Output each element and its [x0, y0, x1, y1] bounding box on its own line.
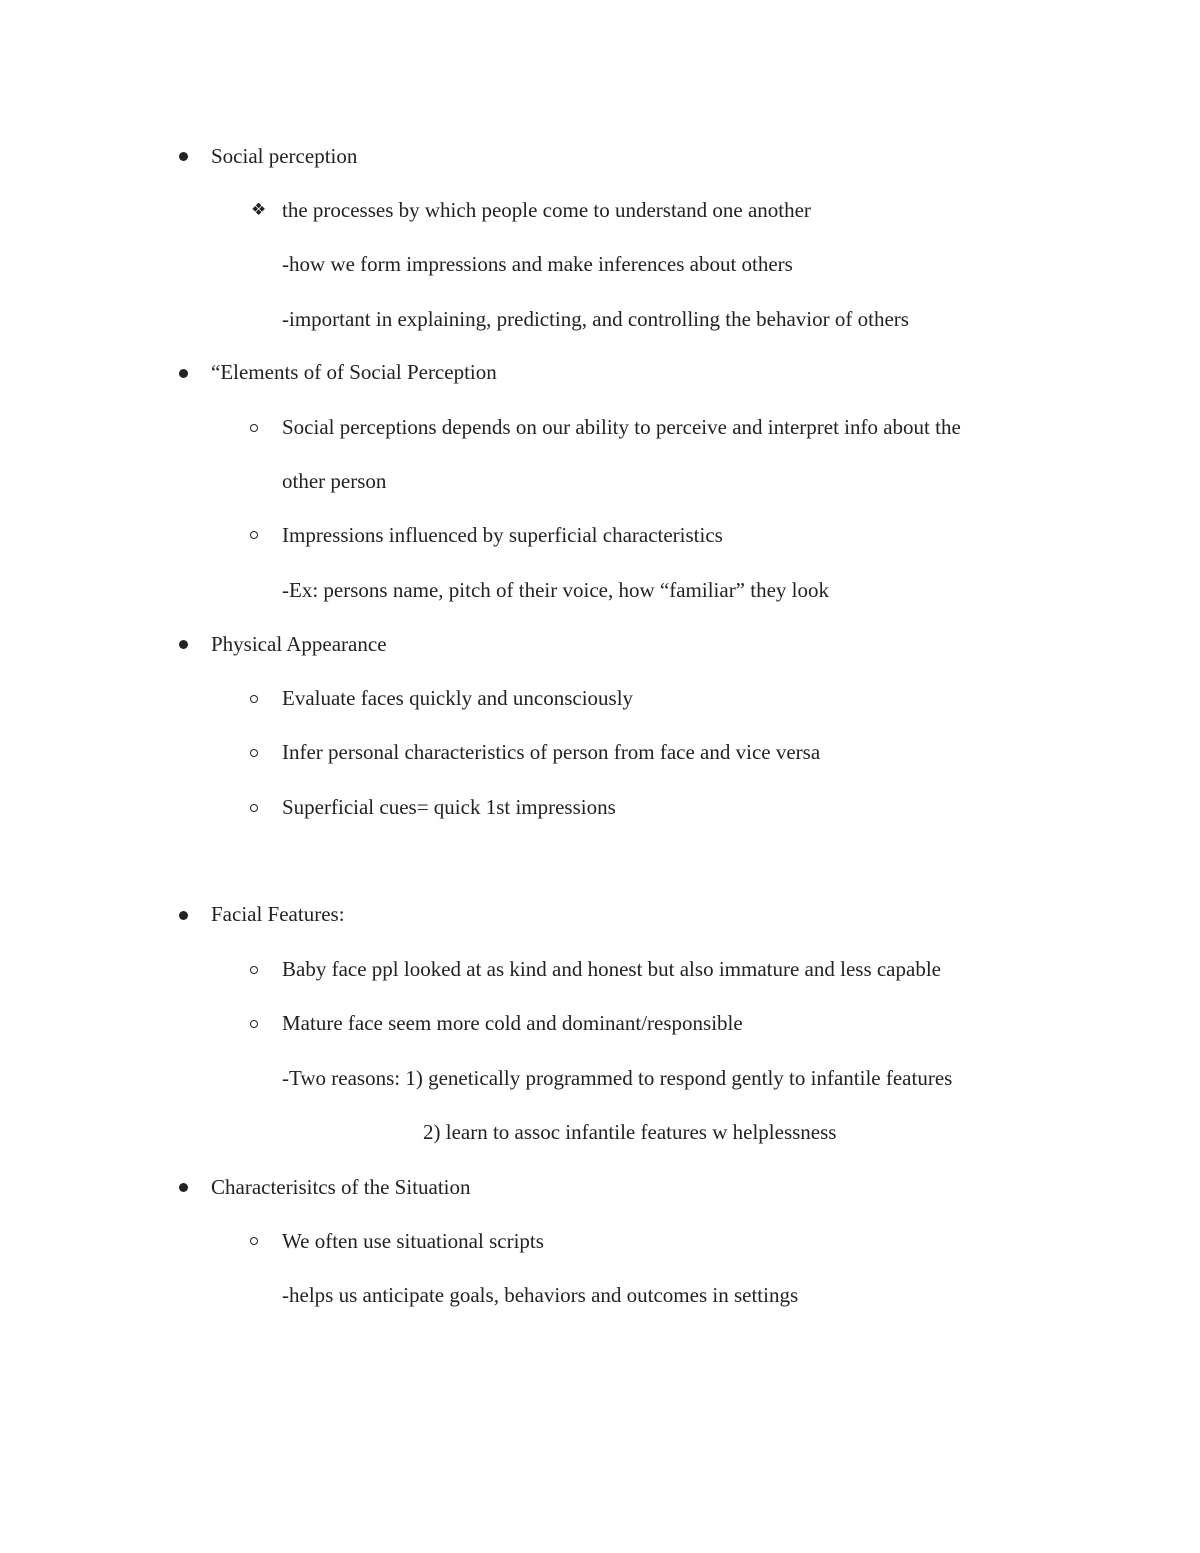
- note-text: -helps us anticipate goals, behaviors and outcomes in settings: [282, 1283, 799, 1307]
- definition-text: the processes by which people come to understand one another: [282, 198, 811, 222]
- bullet-circle: [250, 966, 258, 974]
- note-text: 2) learn to assoc infantile features w helplessness: [423, 1120, 837, 1144]
- note-text: -Ex: persons name, pitch of their voice, how “familiar” they look: [282, 578, 829, 602]
- note-text: -important in explaining, predicting, and controlling the behavior of others: [282, 307, 909, 331]
- bullet-disc: [179, 369, 188, 378]
- bullet-disc: [179, 911, 188, 920]
- note-text: -how we form impressions and make inferences about others: [282, 252, 793, 276]
- list-item-text: We often use situational scripts: [282, 1229, 544, 1253]
- list-item-text: Infer personal characteristics of person from face and vice versa: [282, 740, 821, 764]
- section-title: Facial Features:: [211, 902, 345, 926]
- list-item-text: Evaluate faces quickly and unconsciously: [282, 686, 634, 710]
- section-title: Characterisitcs of the Situation: [211, 1175, 471, 1199]
- bullet-circle: [250, 1237, 258, 1245]
- bullet-circle: [250, 531, 258, 539]
- bullet-circle: [250, 1020, 258, 1028]
- list-item-text: Superficial cues= quick 1st impressions: [282, 795, 616, 819]
- section-title: Social perception: [211, 144, 358, 168]
- bullet-disc: [179, 152, 188, 161]
- section-title: “Elements of of Social Perception: [211, 360, 497, 384]
- note-text: -Two reasons: 1) genetically programmed to respond gently to infantile features: [282, 1066, 953, 1090]
- bullet-disc: [179, 1183, 188, 1192]
- list-item-text: Baby face ppl looked at as kind and honest but also immature and less capable: [282, 957, 941, 981]
- bullet-circle: [250, 804, 258, 812]
- list-item-text: Social perceptions depends on our ability to perceive and interpret info about the: [282, 415, 961, 439]
- section-title: Physical Appearance: [211, 632, 387, 656]
- bullet-circle: [250, 424, 258, 432]
- list-item-continuation: other person: [282, 469, 387, 493]
- bullet-circle: [250, 695, 258, 703]
- bullet-circle: [250, 749, 258, 757]
- list-item-text: Mature face seem more cold and dominant/responsible: [282, 1011, 743, 1035]
- bullet-disc: [179, 640, 188, 649]
- diamond-bullet-icon: ❖: [251, 200, 267, 220]
- list-item-text: Impressions influenced by superficial characteristics: [282, 523, 723, 547]
